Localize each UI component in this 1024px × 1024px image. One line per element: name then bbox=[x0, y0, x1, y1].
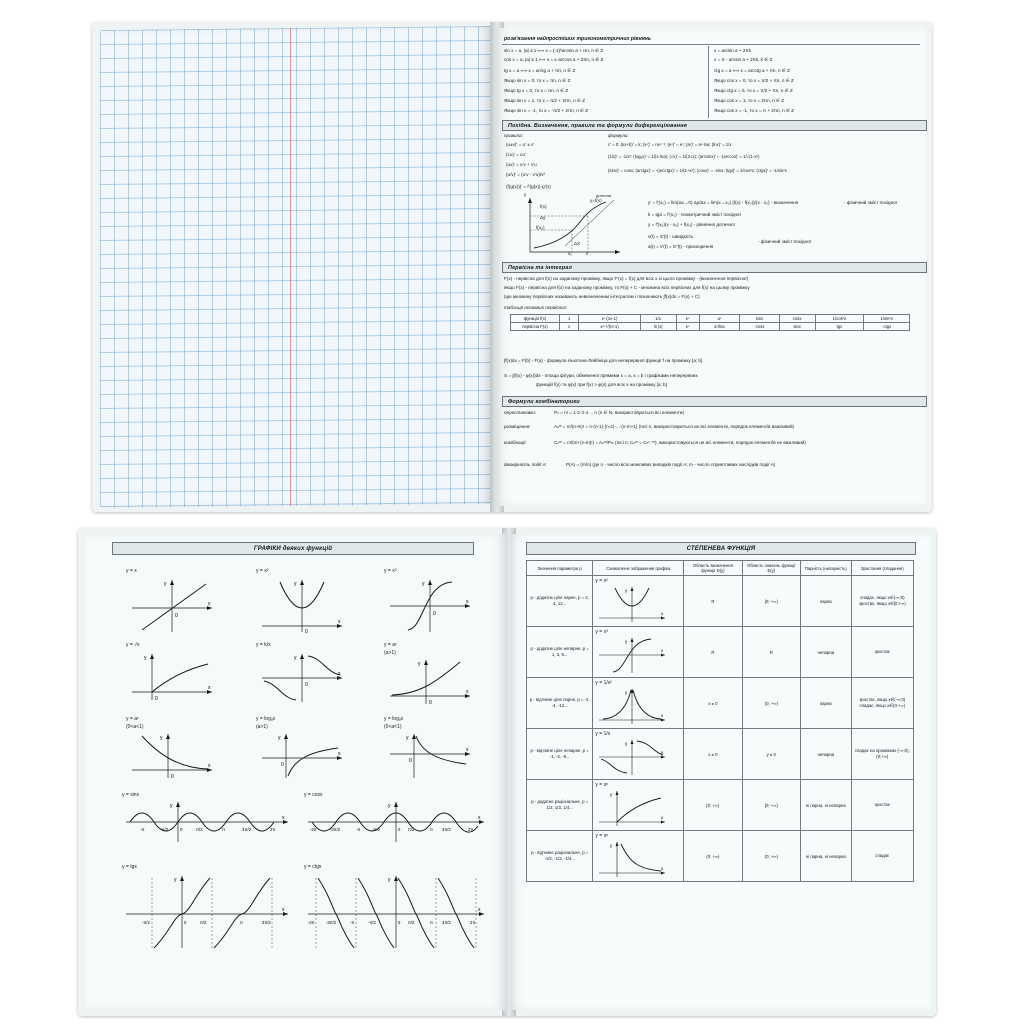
svg-text:0: 0 bbox=[171, 774, 174, 780]
svg-text:y: y bbox=[160, 735, 163, 741]
power-function-table bbox=[526, 560, 914, 882]
svg-text:x: x bbox=[208, 685, 211, 691]
svg-text:x: x bbox=[282, 907, 285, 913]
svg-text:0: 0 bbox=[305, 629, 308, 635]
svg-text:-3π/2: -3π/2 bbox=[326, 920, 337, 925]
svg-text:2π: 2π bbox=[468, 827, 474, 832]
combinatorics-heading: Формули комбінаторики bbox=[502, 396, 927, 407]
svg-text:x: x bbox=[466, 747, 469, 753]
svg-text:x: x bbox=[661, 713, 664, 718]
svg-text:x: x bbox=[466, 689, 469, 695]
row-1-function: y = x³ bbox=[595, 629, 608, 635]
svg-text:y: y bbox=[170, 803, 173, 809]
row-3-function: y = 1/x bbox=[595, 731, 611, 737]
svg-text:3π/2: 3π/2 bbox=[262, 920, 271, 925]
svg-text:0: 0 bbox=[398, 920, 401, 925]
trig-heading: розв'язання найпростіших тригонометричних рівнянь bbox=[504, 36, 651, 42]
svg-text:-3π/2: -3π/2 bbox=[330, 827, 341, 832]
table-row: p - додатне ціле непарне, p = 1, 3, 9... y = x³ x y R R непарна зростає bbox=[527, 627, 914, 678]
plot-log-lt1: y = logₐx (0<a<1) 0 x y bbox=[384, 716, 469, 764]
svg-text:x: x bbox=[478, 907, 481, 913]
svg-text:π: π bbox=[430, 920, 433, 925]
svg-text:-π/2: -π/2 bbox=[160, 827, 169, 832]
svg-text:x: x bbox=[338, 751, 341, 757]
svg-text:0: 0 bbox=[180, 827, 183, 832]
table-row: p - додатне раціональне, p = 1/2, 1/3, 1/4... y = xᵖ x y [0; +∞) [0; +∞) ні парна, ні непарна зростає bbox=[527, 780, 914, 831]
svg-text:x: x bbox=[661, 815, 664, 820]
svg-text:-π: -π bbox=[140, 827, 145, 832]
svg-text:y: y bbox=[388, 803, 391, 809]
svg-text:x: x bbox=[466, 599, 469, 605]
svg-text:-π/2: -π/2 bbox=[142, 920, 150, 925]
row-5-function: y = xᵖ bbox=[595, 833, 608, 839]
svg-text:-π/2: -π/2 bbox=[368, 920, 376, 925]
formula-page-right: розв'язання найпростіших тригонометричних рівнянь sin x = a, |a| ≤ 1 ⟺ x = (-1)ᵏarcsin a + πn, n ∈ Z x = arcsin a + 2πk cos x = a, |a| ≤ 1 ⟺ x = ± arccos a + 2πn, n ∈ Z x = π - arcsin a + 2πk, k ∈ Z tg x = a ⟺ x = arctg a + πn, n ∈ Z ctg x = a ⟺ x = arcctg a + πn, n ∈ Z Якщо sin x = 0, то x = πn, n ∈ Z Якщо cos x = 0, то x = π/2 + πn, n ∈ Z Якщо tg x = 0, то x = πn, n ∈ Z Якщо ctg x = 0, то x = π/2 + πn, n ∈ Z Якщо sin x = 1, то x = π/2 + 2πn, n ∈ Z Якщо cos x = 1, то x = 2πn, n ∈ Z Якщо sin x = -1, то x = -π/2 + 2πn, n ∈ Z Якщо cos x = -1, то x = π + 2πn, n ∈ Z Похідна. Визначення, правила та формули диференціювання правила: формули: (u±v)' = u' ± v' (cu)' = cu' (uv)' = u'v + v'u (u/v)' = (u'v - v'u)/v² (f(g(x)))' = f'(g(x))·g'(x) c' = 0; (kx+b)' = k; (xⁿ)' = nxⁿ⁻¹; (eˣ)' = eˣ; (aˣ)' = aˣ·lna; (lnx)' = 1/x (1/x)' = -1/x²; (logₐx)' = 1/(x·lna); (√x)' = 1/(2√x); (arcsinx)' = -(arccos)' = 1/√(1-x²) (sinx)' = cosx; (arctgx)' = -(arcctgx)' = 1/(1+x²); (cosx)' = -sinx; (tgx)' = 1/cos²x; (ctgx)' = -1/sin²x y y=f(x) f(x) Δy f(x₀) ΔX x₀ x дотична y' = f'(x₀) = lim(Δx→0) Δy/Δx = lim(x→x₀) (f(x) - f(x₀))/(x - x₀) - визначення k = tgα = f'(x₀) - геометричний зміст похідної y = f'(x₀)(x - x₀) + f(x₀) - рівняння дотичної v(t) = S'(t) - швидкість a(t) = v'(t) = S''(t) - прискорення - фізичний зміст похідної - фізичний зміст похідної Первісна та інтеграл F(x) - первісна для f(x) на заданому проміжку, якщо F'(x) = f(x) для всіх х із цього проміжку - (визначення первісної) якщо F(x) - первісна для f(x) на заданому проміжку, то F(x) + C - множина всіх первісних для f(x) на цьому проміжку (цю множину первісних називають невизначеним інтегралом і позначають ∫f(x)dx = F(x) + C) таблиця основних первісних: функція f(x) 1 xⁿ (n≠-1) 1/x eˣ aˣ sinx cosx 1/cos²x 1/sin²x первісна F(x) x xⁿ⁺¹/(n+1) ln |x| eˣ aˣ/lna -cosx sinx tgx -ctgx ∫f(x)dx = F(b) - F(a) - формула Ньютона-Лейбніца для неперервної функції f на проміжку [a; b] S = ∫(f(x) - φ(x))dx - площа фігури, обмеженої прямими x = a, x = b і графіками неперервних функцій f(x) та φ(x) при f(x) > φ(x) для всіх x на проміжку [a; b] Формули комбінаторики перестановки: Pₙ = n! = 1·2·3·4 ... n (n ∈ N, використовуються всі елементи) розміщення: Aₙᵐ = n!/(n-m)! = n·(n-1)·(n-2)·...·(n-m+1) (mсі n, використовуються не всі елементи, порядок елементів важливий) комбінації: Cₙᵐ = n!/(m!·(n-m)!) = Aₙᵐ/Pₘ (mсі n; Cₙᵐ = Cₙⁿ⁻ᵐ), використовуються не всі елементи; порядок елементів не важливий) ймовірність події А: P(A) = (m/n) (де n - число всіх можливих випадків події А; m - число сприятливих наслідків події А) bbox=[496, 28, 926, 506]
plot-log-gt1: y = logₐx (a>1) 0 x y bbox=[256, 716, 348, 780]
svg-text:0: 0 bbox=[184, 920, 187, 925]
plot-tg: y = tgx -π/2 0 π/2 π 3π/2 y x bbox=[122, 864, 292, 950]
svg-text:3π/2: 3π/2 bbox=[442, 920, 451, 925]
table-row: p - від'ємне раціональне, p = -1/2, -1/3, -1/4... y = xᵖ x y (0; +∞) (0; +∞) ні парна, ні непарна спадає bbox=[527, 831, 914, 882]
svg-text:y: y bbox=[406, 735, 409, 741]
svg-text:x: x bbox=[338, 619, 341, 625]
svg-text:-2π: -2π bbox=[308, 920, 315, 925]
svg-text:-π: -π bbox=[356, 827, 361, 832]
svg-text:0: 0 bbox=[433, 611, 436, 617]
derivative-heading: Похідна. Визначення, правила та формули диференціювання bbox=[502, 120, 927, 131]
row-2-function: y = 1/x² bbox=[595, 680, 612, 686]
power-heading: СТЕПЕНЕВА ФУНКЦІЯ bbox=[526, 542, 916, 555]
svg-text:x: x bbox=[282, 815, 285, 821]
plot-hyperbola: y = k/x 0 x y bbox=[256, 642, 348, 704]
svg-text:y: y bbox=[294, 655, 297, 661]
svg-text:-2π: -2π bbox=[310, 827, 317, 832]
row-0-function: y = x² bbox=[595, 578, 608, 584]
row-4-function: y = xᵖ bbox=[595, 782, 608, 788]
plot-sqrt: y = √x 0 x y bbox=[126, 642, 211, 702]
svg-text:π: π bbox=[430, 827, 433, 832]
plot-exp-gt1: y = aˣ (a>1) 0 x y bbox=[384, 642, 469, 706]
svg-text:y: y bbox=[294, 581, 297, 587]
top-spread-photo bbox=[92, 22, 932, 512]
table-header-row: Значення параметра p Схематичне зображення графіка Область визначення функції D(y) Область значень функції E(y) Парність (непарність) Зростання (спадання) bbox=[527, 561, 914, 576]
table-row: p - від'ємне ціле парне, p = -2, -4, -12... y = 1/x² x y x ≠ 0 (0; +∞) парна зростає, якщо x∈(-∞;0) спадає, якщо x∈(0;+∞) bbox=[527, 678, 914, 729]
svg-text:x: x bbox=[661, 750, 664, 755]
graphs-heading: ГРАФІКИ деяких функцій bbox=[112, 542, 474, 555]
svg-text:x: x bbox=[208, 763, 211, 769]
plot-linear: y = x 0 x y bbox=[126, 568, 218, 634]
svg-text:y: y bbox=[625, 741, 628, 746]
svg-text:π/2: π/2 bbox=[408, 827, 415, 832]
tangent-graph: y y=f(x) f(x) Δy f(x₀) ΔX x₀ x дотична bbox=[510, 194, 630, 256]
svg-text:y: y bbox=[625, 588, 628, 593]
svg-text:x: x bbox=[661, 611, 664, 616]
svg-text:y: y bbox=[164, 581, 167, 587]
svg-text:0: 0 bbox=[155, 696, 158, 702]
plot-cubic: y = x³ 0 x y bbox=[384, 568, 476, 634]
svg-text:3π/2: 3π/2 bbox=[242, 827, 252, 832]
svg-text:y: y bbox=[278, 735, 281, 741]
svg-text:π: π bbox=[240, 920, 243, 925]
svg-text:y: y bbox=[625, 690, 628, 695]
integral-heading: Первісна та інтеграл bbox=[502, 262, 927, 273]
svg-text:y: y bbox=[388, 877, 391, 883]
margin-line bbox=[290, 28, 291, 506]
grid-paper-left bbox=[100, 26, 490, 508]
svg-text:π/2: π/2 bbox=[196, 827, 203, 832]
svg-text:3π/2: 3π/2 bbox=[442, 827, 451, 832]
svg-text:2π: 2π bbox=[470, 920, 476, 925]
plot-exp-lt1: y = aˣ (0<a<1) 0 x y bbox=[126, 716, 211, 780]
svg-text:x: x bbox=[478, 815, 481, 821]
svg-text:0: 0 bbox=[281, 762, 284, 768]
table-row: p - від'ємне ціле непарне, p = -1, -3, -9... y = 1/x x y x ≠ 0 y ≠ 0 непарна спадає на проміжках (-∞;0), (0;+∞) bbox=[527, 729, 914, 780]
svg-text:0: 0 bbox=[175, 613, 178, 619]
svg-text:π/2: π/2 bbox=[408, 920, 415, 925]
svg-text:y: y bbox=[144, 655, 147, 661]
svg-text:x: x bbox=[338, 671, 341, 677]
plot-sin: y = sinx -π -π/2 0 π/2 π 3π/2 2π y x bbox=[122, 792, 292, 844]
plot-cos: y = cosx -2π -3π/2 -π -π/2 0 π/2 π 3π/2 2π y x bbox=[304, 792, 489, 844]
svg-text:y: y bbox=[610, 792, 613, 797]
svg-text:y: y bbox=[610, 843, 613, 848]
plot-quadratic: y = x² 0 x y bbox=[256, 568, 341, 635]
svg-text:y: y bbox=[422, 581, 425, 587]
svg-text:-π: -π bbox=[350, 920, 355, 925]
graphs-page bbox=[86, 534, 506, 1010]
svg-text:0: 0 bbox=[398, 827, 401, 832]
primitive-table: функція f(x) 1 xⁿ (n≠-1) 1/x eˣ aˣ sinx cosx 1/cos²x 1/sin²x первісна F(x) x xⁿ⁺¹/(n+1) ln |x| eˣ aˣ/lna -cosx sinx tgx -ctgx bbox=[510, 314, 910, 331]
svg-text:2π: 2π bbox=[270, 827, 276, 832]
svg-text:x: x bbox=[661, 866, 664, 871]
svg-text:0: 0 bbox=[429, 700, 432, 706]
svg-text:x: x bbox=[661, 648, 664, 653]
svg-text:y: y bbox=[625, 639, 628, 644]
power-function-page bbox=[510, 534, 930, 1010]
svg-text:y: y bbox=[418, 661, 421, 667]
bottom-spread-photo bbox=[78, 528, 936, 1016]
plot-ctg: y = ctgx -2π -3π/2 -π -π/2 0 π/2 π 3π/2 2π y x bbox=[304, 864, 489, 950]
svg-text:0: 0 bbox=[305, 682, 308, 688]
svg-text:π: π bbox=[222, 827, 226, 832]
svg-text:π/2: π/2 bbox=[200, 920, 207, 925]
svg-text:0: 0 bbox=[409, 758, 412, 764]
table-row: p - додатне ціле парне, p = 2, 4, 12... y = x² x y R [0; +∞) парна спадає, якщо x∈(-∞;0) зростає, якщо x∈[0;+∞) bbox=[527, 576, 914, 627]
svg-text:x: x bbox=[208, 601, 211, 607]
svg-text:-π/2: -π/2 bbox=[372, 827, 380, 832]
svg-text:y: y bbox=[174, 877, 177, 883]
